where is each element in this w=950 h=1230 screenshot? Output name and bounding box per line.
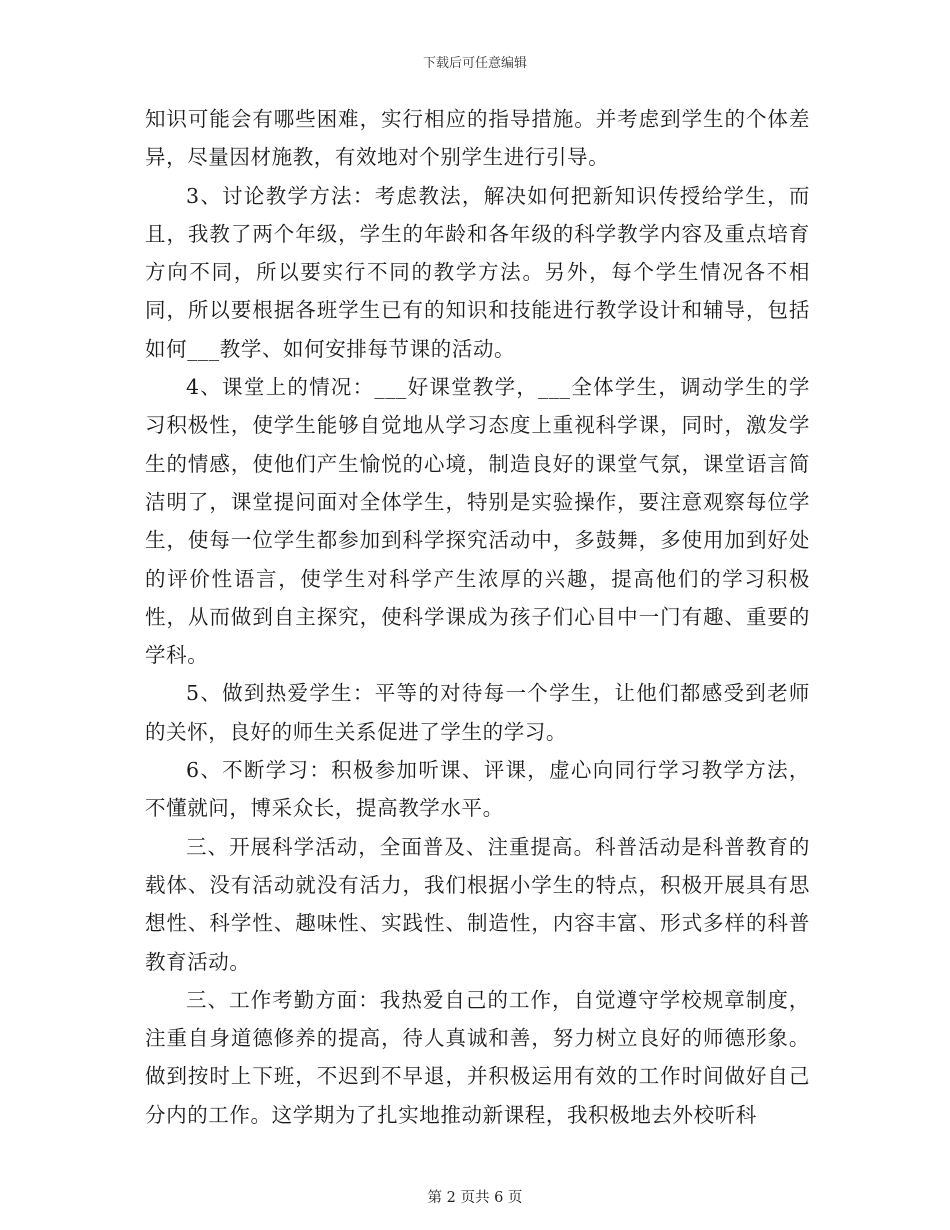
paragraph: 三、工作考勤方面：我热爱自己的工作，自觉遵守学校规章制度，注重自身道德修养的提高，待人真诚和善，努力树立良好的师德形象。做到按时上下班，不迟到不早退，并积极运用有效的工作时间做好自己分内的工作。这学期为了扎实地推动新课程，我积极地去外校听科 (145, 987, 810, 1127)
paragraph: 知识可能会有哪些困难，实行相应的指导措施。并考虑到学生的个体差异，尽量因材施教，有效地对个别学生进行引导。 (145, 107, 810, 170)
paragraph: 6、不断学习：积极参加听课、评课，虚心向同行学习教学方法，不懂就问，博采众长，提高教学水平。 (145, 758, 810, 821)
page-number: 第 2 页共 6 页 (427, 1190, 523, 1206)
paragraph: 5、做到热爱学生：平等的对待每一个学生，让他们都感受到老师的关怀，良好的师生关系促进了学生的学习。 (145, 681, 810, 744)
document-body (145, 100, 810, 1134)
paragraph: 3、讨论教学方法：考虑教法，解决如何把新知识传授给学生，而且，我教了两个年级，学生的年龄和各年级的科学教学内容及重点培育方向不同，所以要实行不同的教学方法。另外，每个学生情况各不相同，所以要根据各班学生已有的知识和技能进行教学设计和辅导，包括如何___教学、如何安排每节课的活动。 (145, 183, 810, 361)
paragraph: 4、课堂上的情况：___好课堂教学，___全体学生，调动学生的学习积极性，使学生能够自觉地从学习态度上重视科学课，同时，激发学生的情感，使他们产生愉悦的心境，制造良好的课堂气氛，课堂语言简洁明了，课堂提问面对全体学生，特别是实验操作，要注意观察每位学生，使每一位学生都参加到科学探究活动中，多鼓舞，多使用加到好处的评价性语言，使学生对科学产生浓厚的兴趣，提高他们的学习积极性，从而做到自主探究，使科学课成为孩子们心目中一门有趣、重要的学科。 (145, 375, 810, 668)
paragraph: 三、开展科学活动，全面普及、注重提高。科普活动是科普教育的载体、没有活动就没有活力，我们根据小学生的特点，积极开展具有思想性、科学性、趣味性、实践性、制造性，内容丰富、形式多样的科普教育活动。 (145, 834, 810, 974)
page-header: 下载后可任意编辑 (422, 56, 527, 71)
